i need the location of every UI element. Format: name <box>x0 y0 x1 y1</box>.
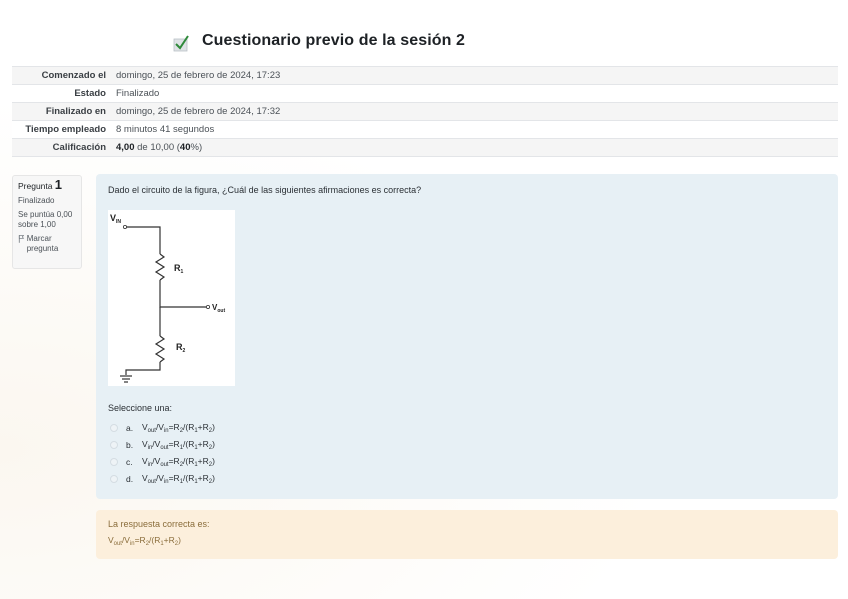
question-state: Finalizado <box>18 196 55 205</box>
answer-option-b[interactable] <box>110 439 215 451</box>
quiz-icon <box>172 34 190 52</box>
grade-percent: 40 <box>179 142 191 153</box>
summary-value: domingo, 25 de febrero de 2024, 17:23 <box>116 70 281 81</box>
summary-label: Finalizado en <box>45 106 106 117</box>
r2-label: $R_2$ <box>176 342 186 354</box>
question-grade: Se puntúa 0,00 sobre 1,00 <box>18 210 73 229</box>
circuit-diagram <box>108 210 235 386</box>
select-one-label: Seleccione una: <box>108 403 173 413</box>
grade-score: 4,00 <box>116 142 135 153</box>
question-info <box>12 175 82 269</box>
vin-label: $V_{IN}$ <box>110 213 122 225</box>
radio-button[interactable] <box>110 475 118 483</box>
option-text: $V_{in}/V_{out}=R_1/(R_1+R_2)$ <box>142 439 215 451</box>
summary-row-time <box>12 120 838 138</box>
flag-icon <box>18 234 25 244</box>
summary-label: Estado <box>74 88 106 99</box>
flag-label: Marcar pregunta <box>26 234 59 253</box>
vin-terminal <box>123 225 126 228</box>
answer-option-c[interactable] <box>110 456 215 468</box>
page-title: Cuestionario previo de la sesión 2 <box>202 32 466 49</box>
summary-row-grade <box>12 138 838 157</box>
feedback-answer: $V_{out}/V_{in}=R_2/(R_1+R_2)$ <box>108 535 181 547</box>
circuit-svg <box>108 210 235 386</box>
option-letter: a. <box>126 423 134 433</box>
radio-button[interactable] <box>110 424 118 432</box>
correct-answer-feedback <box>96 510 838 559</box>
grade-total: de 10,00 ( <box>134 142 180 153</box>
grade-end: %) <box>190 142 203 153</box>
option-text: $V_{out}/V_{in}=R_1/(R_1+R_2)$ <box>142 473 215 485</box>
summary-row-started <box>12 66 838 84</box>
summary-value: 8 minutos 41 segundos <box>116 124 215 135</box>
answer-option-a[interactable] <box>110 422 215 434</box>
option-letter: d. <box>126 474 134 484</box>
summary-label: Calificación <box>52 142 106 153</box>
summary-row-state <box>12 84 838 102</box>
option-text: $V_{out}/V_{in}=R_2/(R_1+R_2)$ <box>142 422 215 434</box>
attempt-summary-table <box>12 66 838 157</box>
feedback-label: La respuesta correcta es: <box>108 519 210 529</box>
question-number: 1 <box>54 177 62 192</box>
summary-value <box>112 139 838 156</box>
flag-question-button[interactable] <box>18 234 76 254</box>
question-content <box>96 174 838 499</box>
summary-row-finished <box>12 102 838 120</box>
summary-value: domingo, 25 de febrero de 2024, 17:32 <box>116 106 281 117</box>
r1-label: $R_1$ <box>174 263 184 275</box>
summary-label: Tiempo empleado <box>25 124 106 135</box>
question-label: Pregunta <box>18 181 53 191</box>
option-text: $V_{in}/V_{out}=R_2/(R_1+R_2)$ <box>142 456 215 468</box>
radio-button[interactable] <box>110 458 118 466</box>
option-letter: c. <box>126 457 133 467</box>
vout-label: $V_{out}$ <box>212 303 226 314</box>
summary-value: Finalizado <box>116 88 160 99</box>
answer-option-d[interactable] <box>110 473 215 485</box>
radio-button[interactable] <box>110 441 118 449</box>
summary-label: Comenzado el <box>41 70 106 81</box>
question-text: Dado el circuito de la figura, ¿Cuál de las siguientes afirmaciones es correcta? <box>108 185 422 195</box>
quiz-header <box>172 30 465 52</box>
option-letter: b. <box>126 440 134 450</box>
vout-terminal <box>206 305 209 308</box>
